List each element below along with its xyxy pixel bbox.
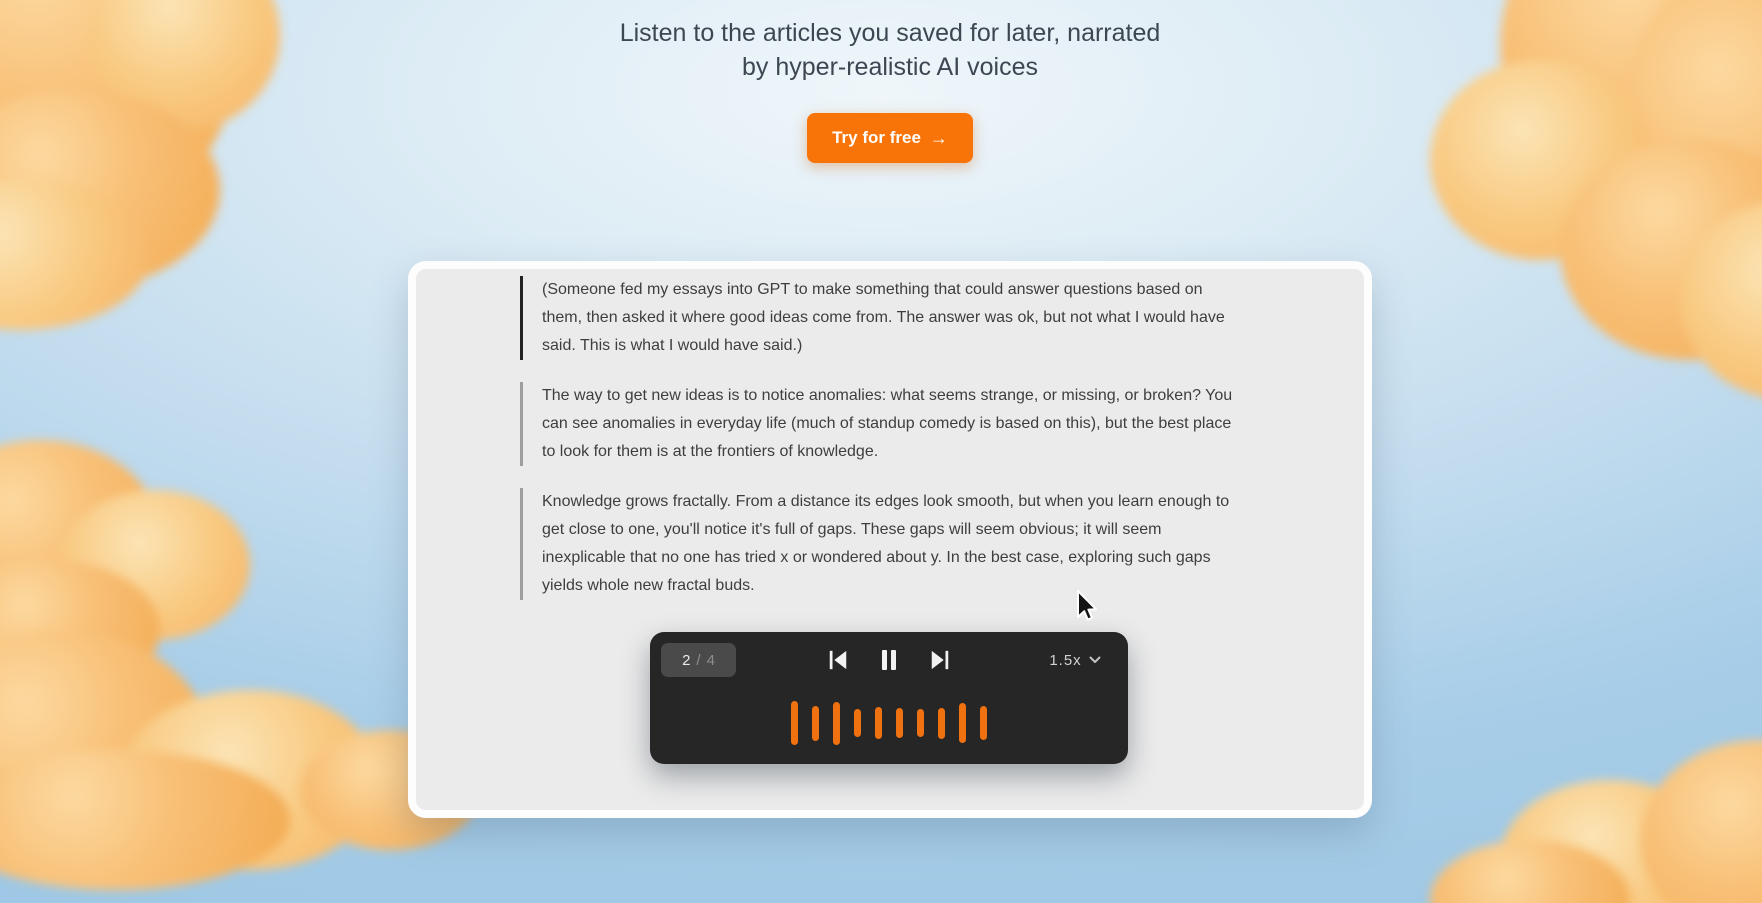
waveform-bar — [917, 709, 924, 737]
waveform-bar — [833, 702, 840, 745]
pause-button[interactable] — [879, 649, 899, 671]
next-track-icon — [929, 649, 951, 671]
arrow-right-icon: → — [929, 127, 948, 148]
headline-line-2: by hyper-realistic AI voices — [742, 53, 1038, 81]
waveform-bar — [791, 701, 798, 745]
cta-label: Try for free — [832, 128, 921, 147]
page-title — [620, 16, 1161, 84]
waveform[interactable] — [791, 688, 987, 758]
track-separator: / — [696, 651, 701, 669]
waveform-bar — [980, 706, 987, 740]
track-total: 4 — [706, 651, 715, 669]
track-position-badge — [661, 643, 736, 677]
speed-label: 1.5x — [1049, 651, 1082, 669]
waveform-bar — [854, 709, 861, 737]
cloud-puff — [1640, 740, 1762, 903]
waveform-bar — [812, 706, 819, 741]
playback-speed-button[interactable] — [1033, 643, 1117, 677]
waveform-bar — [959, 703, 966, 743]
playback-controls — [827, 643, 951, 677]
pause-icon — [879, 649, 899, 671]
next-track-button[interactable] — [929, 649, 951, 671]
waveform-bar — [896, 708, 903, 738]
waveform-bar — [938, 708, 945, 739]
quote-paragraph: (Someone fed my essays into GPT to make something that could answer questions based on them, then asked it where good ideas come from. The answer was ok, but not what I would have said. This is what I would have said.) — [520, 276, 1246, 360]
try-for-free-button[interactable] — [807, 113, 973, 163]
track-current: 2 — [682, 651, 691, 669]
previous-track-button[interactable] — [827, 649, 849, 671]
headline-line-1: Listen to the articles you saved for later, narrated — [619, 19, 1161, 47]
quote-paragraph: The way to get new ideas is to notice anomalies: what seems strange, or missing, or broken? You can see anomalies in everyday life (much of standup comedy is based on this), but the best place to look for them is at the frontiers of knowledge. — [520, 382, 1246, 466]
chevron-down-icon — [1089, 656, 1101, 664]
waveform-bar — [875, 707, 882, 739]
quote-paragraph: Knowledge grows fractally. From a distance its edges look smooth, but when you learn enough to get close to one, you'll notice it's full of gaps. These gaps will seem obvious; it will seem inexplicable that no one has tried x or wondered about y. In the best case, exploring such gaps yields whole new fractal buds. — [520, 488, 1246, 600]
previous-track-icon — [827, 649, 849, 671]
mouse-cursor — [1076, 589, 1100, 621]
article-excerpt — [520, 276, 1246, 622]
audio-player — [650, 632, 1128, 764]
